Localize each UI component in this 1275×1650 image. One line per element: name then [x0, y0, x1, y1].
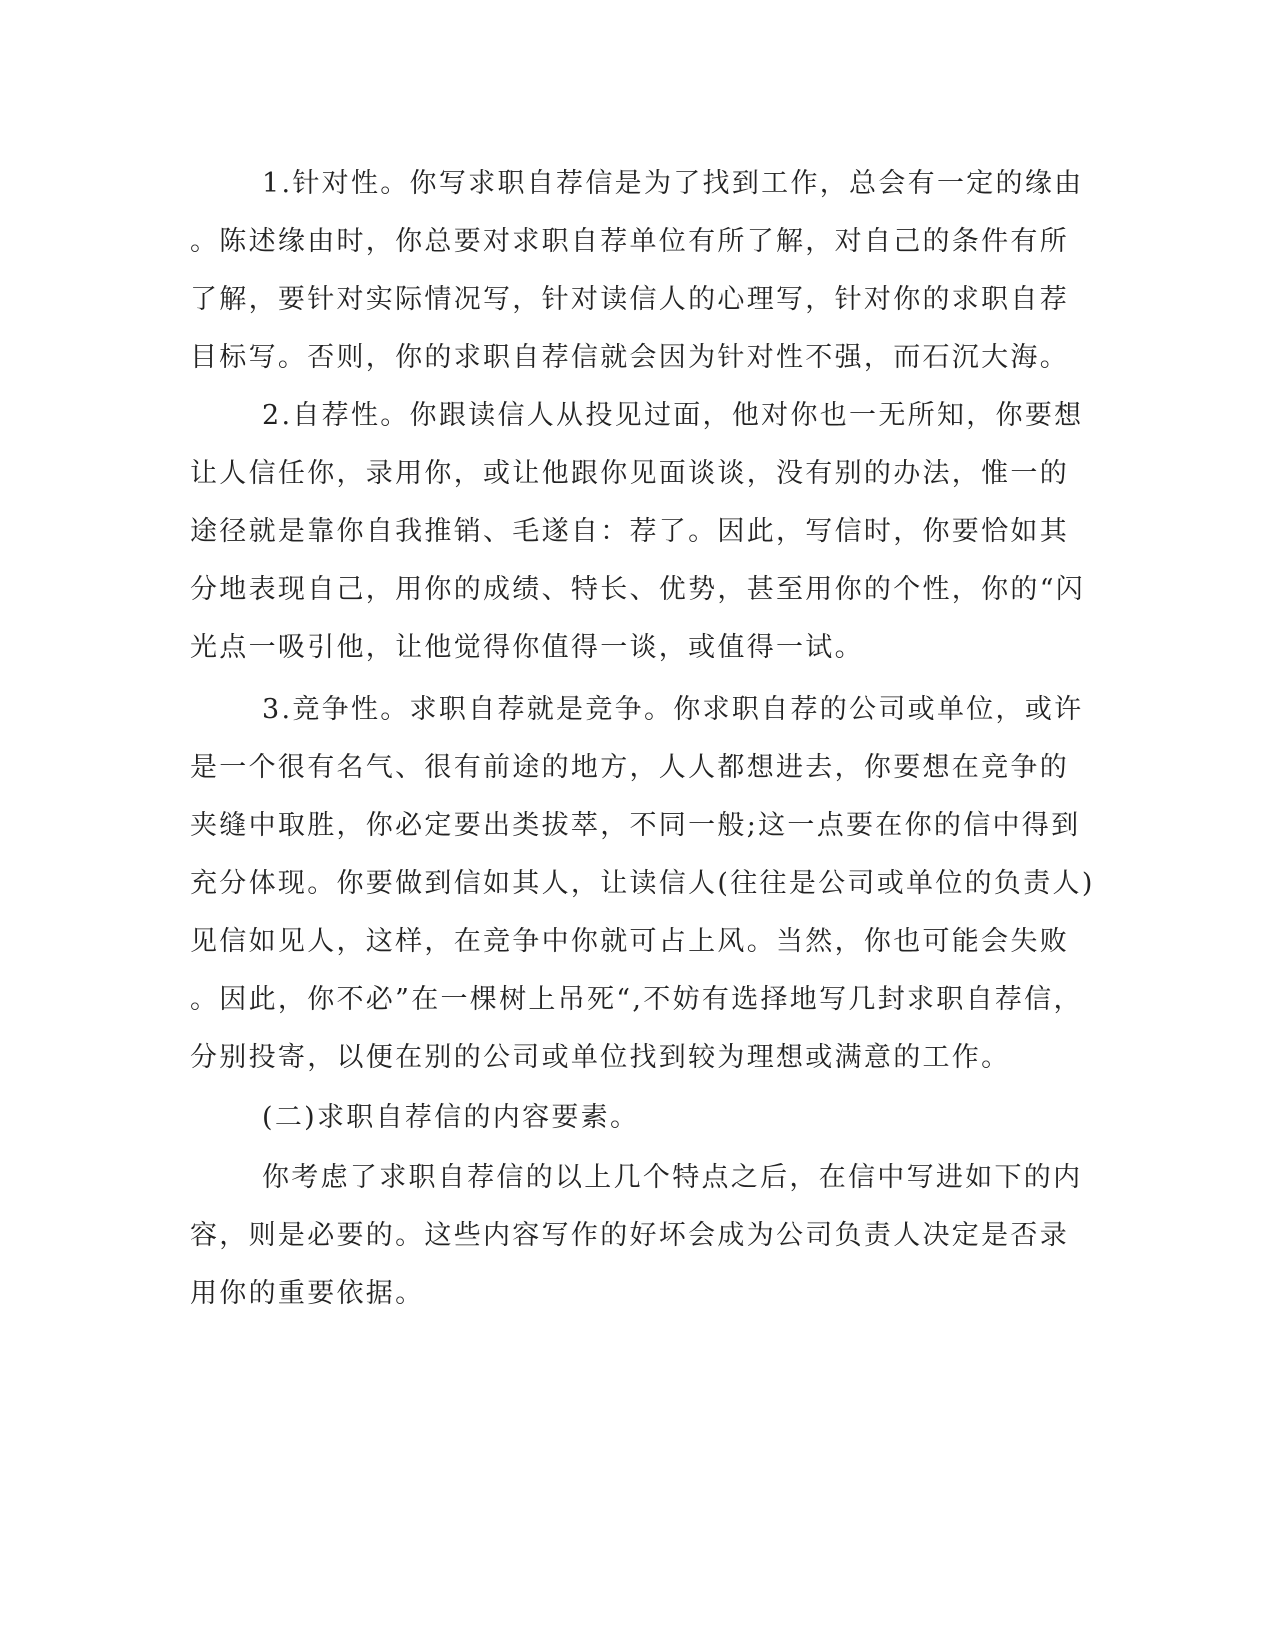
paragraph-2-line-1: 2.自荐性。你跟读信人从投见过面，他对你也一无所知，你要想 [262, 400, 1084, 431]
paragraph-1-line-3: 了解，要针对实际情况写，针对读信人的心理写，针对你的求职自荐 [190, 284, 1069, 315]
paragraph-4-line-2: 容，则是必要的。这些内容写作的好坏会成为公司负责人决定是否录 [190, 1220, 1069, 1251]
paragraph-2-line-4: 分地表现自己，用你的成绩、特长、优势，甚至用你的个性，你的“闪 [190, 574, 1086, 605]
paragraph-4-line-3: 用你的重要依据。 [190, 1278, 425, 1309]
paragraph-3-line-1: 3.竞争性。求职自荐就是竞争。你求职自荐的公司或单位，或许 [262, 694, 1084, 725]
paragraph-4-line-1: 你考虑了求职自荐信的以上几个特点之后，在信中写进如下的内 [262, 1162, 1083, 1193]
paragraph-2-line-2: 让人信任你，录用你，或让他跟你见面谈谈，没有别的办法，惟一的 [190, 458, 1069, 489]
paragraph-1-line-1: 1.针对性。你写求职自荐信是为了找到工作，总会有一定的缘由 [262, 168, 1084, 199]
paragraph-3-line-7: 分别投寄，以便在别的公司或单位找到较为理想或满意的工作。 [190, 1042, 1011, 1073]
paragraph-3-line-5: 见信如见人，这样，在竞争中你就可占上风。当然，你也可能会失败 [190, 926, 1069, 957]
paragraph-3-line-6: 。因此，你不必”在一棵树上吊死“,不妨有选择地写几封求职自荐信， [190, 984, 1083, 1015]
paragraph-2-line-3: 途径就是靠你自我推销、毛遂自：荐了。因此，写信时，你要恰如其 [190, 516, 1069, 547]
section-heading: (二)求职自荐信的内容要素。 [262, 1102, 640, 1133]
paragraph-1-line-2: 。陈述缘由时，你总要对求职自荐单位有所了解，对自己的条件有所 [190, 226, 1069, 257]
paragraph-3-line-3: 夹缝中取胜，你必定要出类拔萃，不同一般;这一点要在你的信中得到 [190, 810, 1081, 841]
paragraph-3-line-2: 是一个很有名气、很有前途的地方，人人都想进去，你要想在竞争的 [190, 752, 1069, 783]
paragraph-1-line-4: 目标写。否则，你的求职自荐信就会因为针对性不强，而石沉大海。 [190, 342, 1069, 373]
paragraph-2-line-5: 光点一吸引他，让他觉得你值得一谈，或值得一试。 [190, 632, 864, 663]
paragraph-3-line-4: 充分体现。你要做到信如其人，让读信人(往往是公司或单位的负责人) [190, 868, 1095, 899]
